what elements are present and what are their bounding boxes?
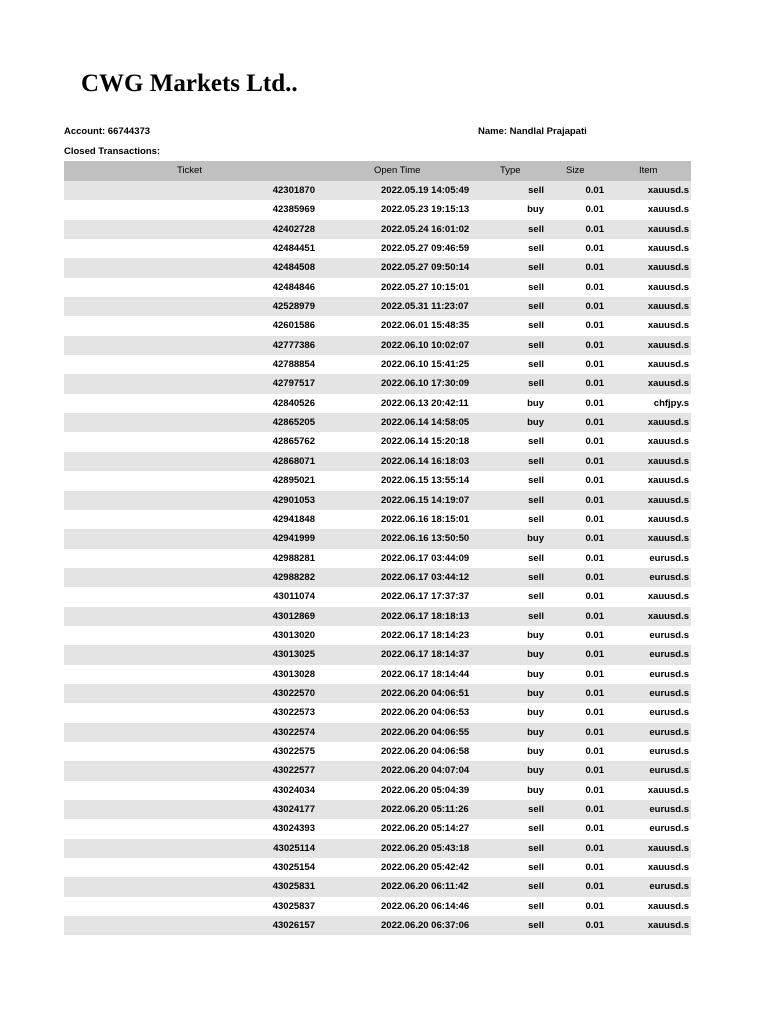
table-row: [64, 665, 691, 684]
type-cell: sell: [528, 436, 544, 448]
open-time-cell: 2022.06.01 15:48:35: [381, 320, 470, 332]
item-cell: xauusd.s: [647, 784, 689, 796]
open-time-cell: 2022.06.10 15:41:25: [381, 359, 470, 371]
size-cell: 0.01: [585, 842, 604, 854]
ticket-cell: 42901053: [272, 494, 315, 506]
ticket-cell: 43013028: [272, 668, 315, 680]
ticket-cell: 43022574: [272, 726, 315, 738]
table-row: [64, 181, 691, 200]
size-cell: 0.01: [585, 668, 604, 680]
section-heading: Closed Transactions:: [64, 146, 161, 157]
ticket-cell: 43022573: [272, 707, 315, 719]
table-row: [64, 355, 691, 374]
type-cell: buy: [527, 649, 544, 661]
size-cell: 0.01: [585, 687, 604, 699]
size-cell: 0.01: [585, 629, 604, 641]
size-cell: 0.01: [585, 784, 604, 796]
table-row: [64, 413, 691, 432]
type-cell: sell: [528, 920, 544, 932]
size-cell: 0.01: [585, 281, 604, 293]
open-time-cell: 2022.06.20 04:06:53: [381, 707, 470, 719]
open-time-cell: 2022.05.23 19:15:13: [381, 204, 470, 216]
table-row: [64, 645, 691, 664]
size-cell: 0.01: [585, 243, 604, 255]
ticket-cell: 43012869: [272, 610, 315, 622]
type-cell: buy: [527, 204, 544, 216]
item-cell: eurusd.s: [649, 765, 689, 777]
ticket-cell: 42840526: [272, 397, 315, 409]
size-cell: 0.01: [585, 881, 604, 893]
size-cell: 0.01: [585, 804, 604, 815]
client-name-label: Name: Nandlal Prajapati: [478, 126, 587, 137]
table-row: [64, 510, 691, 529]
type-cell: sell: [528, 185, 544, 196]
type-cell: buy: [527, 745, 544, 757]
item-cell: eurusd.s: [649, 745, 689, 757]
type-cell: sell: [528, 339, 544, 351]
table-row: [64, 800, 691, 819]
item-cell: eurusd.s: [649, 823, 689, 835]
size-cell: 0.01: [585, 223, 604, 235]
open-time-cell: 2022.06.20 06:37:06: [381, 920, 470, 932]
table-row: [64, 258, 691, 277]
item-cell: xauusd.s: [647, 339, 689, 351]
item-cell: xauusd.s: [647, 262, 689, 274]
open-time-cell: 2022.05.24 16:01:02: [381, 223, 470, 235]
table-row: [64, 858, 691, 877]
item-cell: xauusd.s: [647, 204, 689, 216]
open-time-cell: 2022.05.27 09:46:59: [381, 243, 470, 255]
column-header-ticket: Ticket: [177, 165, 202, 176]
size-cell: 0.01: [585, 359, 604, 371]
type-cell: sell: [528, 281, 544, 293]
item-cell: eurusd.s: [649, 649, 689, 661]
ticket-cell: 42788854: [272, 359, 315, 371]
open-time-cell: 2022.06.17 18:18:13: [381, 610, 470, 622]
ticket-cell: 42988282: [272, 571, 315, 583]
size-cell: 0.01: [585, 378, 604, 390]
item-cell: xauusd.s: [647, 320, 689, 332]
size-cell: 0.01: [585, 862, 604, 874]
type-cell: sell: [528, 223, 544, 235]
type-cell: buy: [527, 707, 544, 719]
open-time-cell: 2022.06.17 18:14:44: [381, 668, 470, 680]
size-cell: 0.01: [585, 204, 604, 216]
item-cell: xauusd.s: [647, 920, 689, 932]
table-row: [64, 916, 691, 935]
ticket-cell: 42484846: [272, 281, 315, 293]
column-header-item: Item: [639, 165, 658, 176]
open-time-cell: 2022.06.20 05:43:18: [381, 842, 470, 854]
table-row: [64, 297, 691, 316]
type-cell: sell: [528, 862, 544, 874]
item-cell: xauusd.s: [647, 455, 689, 467]
open-time-cell: 2022.06.20 05:04:39: [381, 784, 470, 796]
size-cell: 0.01: [585, 610, 604, 622]
open-time-cell: 2022.06.20 04:07:04: [381, 765, 470, 777]
item-cell: eurusd.s: [649, 571, 689, 583]
type-cell: sell: [528, 262, 544, 274]
ticket-cell: 43022570: [272, 687, 315, 699]
size-cell: 0.01: [585, 823, 604, 835]
size-cell: 0.01: [585, 900, 604, 912]
table-row: [64, 703, 691, 722]
size-cell: 0.01: [585, 571, 604, 583]
open-time-cell: 2022.06.16 13:50:50: [381, 533, 470, 545]
ticket-cell: 43025837: [272, 900, 315, 912]
size-cell: 0.01: [585, 475, 604, 487]
column-header-open-time: Open Time: [374, 165, 421, 176]
ticket-cell: 42895021: [272, 475, 315, 487]
ticket-cell: 43026157: [272, 920, 315, 932]
type-cell: sell: [528, 571, 544, 583]
type-cell: buy: [527, 397, 544, 409]
table-row: [64, 897, 691, 916]
size-cell: 0.01: [585, 436, 604, 448]
company-title: CWG Markets Ltd..: [81, 70, 298, 97]
item-cell: xauusd.s: [647, 610, 689, 622]
type-cell: sell: [528, 513, 544, 525]
column-header-size: Size: [566, 165, 585, 176]
ticket-cell: 43025154: [272, 862, 315, 874]
open-time-cell: 2022.05.27 10:15:01: [381, 281, 470, 293]
open-time-cell: 2022.06.14 15:20:18: [381, 436, 470, 448]
table-body: [64, 181, 691, 935]
ticket-cell: 42865762: [272, 436, 315, 448]
type-cell: sell: [528, 359, 544, 371]
table-row: [64, 220, 691, 239]
size-cell: 0.01: [585, 591, 604, 603]
ticket-cell: 42484451: [272, 243, 315, 255]
table-header: [64, 161, 691, 181]
table-row: [64, 761, 691, 780]
item-cell: eurusd.s: [649, 552, 689, 564]
type-cell: buy: [527, 417, 544, 429]
item-cell: xauusd.s: [647, 475, 689, 487]
type-cell: sell: [528, 881, 544, 893]
item-cell: xauusd.s: [647, 494, 689, 506]
size-cell: 0.01: [585, 920, 604, 932]
ticket-cell: 43011074: [273, 591, 315, 603]
size-cell: 0.01: [585, 301, 604, 313]
type-cell: sell: [528, 243, 544, 255]
type-cell: buy: [527, 533, 544, 545]
ticket-cell: 42402728: [272, 223, 315, 235]
item-cell: xauusd.s: [647, 359, 689, 371]
ticket-cell: 42528979: [272, 301, 315, 313]
ticket-cell: 42988281: [272, 552, 315, 564]
open-time-cell: 2022.05.31 11:23:07: [381, 301, 469, 313]
open-time-cell: 2022.06.10 10:02:07: [381, 339, 470, 351]
type-cell: buy: [527, 629, 544, 641]
ticket-cell: 42868071: [272, 455, 315, 467]
open-time-cell: 2022.05.27 09:50:14: [381, 262, 470, 274]
item-cell: xauusd.s: [647, 862, 689, 874]
ticket-cell: 42301870: [272, 185, 315, 196]
type-cell: buy: [527, 668, 544, 680]
open-time-cell: 2022.06.17 18:14:23: [381, 629, 470, 641]
ticket-cell: 43022575: [272, 745, 315, 757]
type-cell: sell: [528, 591, 544, 603]
ticket-cell: 43025114: [273, 842, 315, 854]
table-row: [64, 839, 691, 858]
ticket-cell: 42601586: [272, 320, 315, 332]
table-row: [64, 723, 691, 742]
item-cell: xauusd.s: [647, 436, 689, 448]
account-label: Account: 66744373: [64, 126, 151, 137]
type-cell: sell: [528, 610, 544, 622]
open-time-cell: 2022.06.10 17:30:09: [381, 378, 470, 390]
size-cell: 0.01: [585, 726, 604, 738]
type-cell: sell: [528, 823, 544, 835]
table-row: [64, 819, 691, 838]
open-time-cell: 2022.06.17 18:14:37: [381, 649, 470, 661]
open-time-cell: 2022.06.20 04:06:51: [381, 687, 470, 699]
size-cell: 0.01: [585, 707, 604, 719]
table-row: [64, 684, 691, 703]
ticket-cell: 42777386: [272, 339, 315, 351]
table-row: [64, 742, 691, 761]
size-cell: 0.01: [585, 417, 604, 429]
size-cell: 0.01: [585, 494, 604, 506]
table-row: [64, 200, 691, 219]
open-time-cell: 2022.06.17 17:37:37: [381, 591, 470, 603]
open-time-cell: 2022.06.15 13:55:14: [381, 475, 470, 487]
open-time-cell: 2022.06.15 14:19:07: [381, 494, 470, 506]
table-row: [64, 877, 691, 896]
item-cell: xauusd.s: [647, 842, 689, 854]
type-cell: sell: [528, 455, 544, 467]
item-cell: xauusd.s: [647, 243, 689, 255]
table-row: [64, 452, 691, 471]
type-cell: buy: [527, 726, 544, 738]
type-cell: sell: [528, 900, 544, 912]
open-time-cell: 2022.06.20 05:42:42: [381, 862, 470, 874]
size-cell: 0.01: [585, 649, 604, 661]
table-row: [64, 587, 691, 606]
table-row: [64, 316, 691, 335]
open-time-cell: 2022.06.20 04:06:55: [381, 726, 470, 738]
type-cell: sell: [528, 842, 544, 854]
item-cell: xauusd.s: [647, 591, 689, 603]
open-time-cell: 2022.06.14 16:18:03: [381, 455, 470, 467]
item-cell: xauusd.s: [647, 301, 689, 313]
size-cell: 0.01: [585, 339, 604, 351]
table-row: [64, 491, 691, 510]
item-cell: chfjpy.s: [653, 397, 689, 409]
table-row: [64, 781, 691, 800]
item-cell: eurusd.s: [649, 804, 689, 815]
ticket-cell: 42865205: [272, 417, 315, 429]
open-time-cell: 2022.06.20 04:06:58: [381, 745, 470, 757]
item-cell: eurusd.s: [649, 707, 689, 719]
size-cell: 0.01: [585, 745, 604, 757]
open-time-cell: 2022.06.20 05:11:26: [381, 804, 469, 815]
item-cell: xauusd.s: [647, 185, 689, 196]
open-time-cell: 2022.06.14 14:58:05: [381, 417, 470, 429]
table-row: [64, 394, 691, 413]
ticket-cell: 42941848: [272, 513, 315, 525]
ticket-cell: 42797517: [272, 378, 315, 390]
type-cell: buy: [527, 765, 544, 777]
closed-transactions-table: [64, 161, 691, 935]
item-cell: eurusd.s: [649, 687, 689, 699]
type-cell: sell: [528, 301, 544, 313]
item-cell: xauusd.s: [647, 378, 689, 390]
table-row: [64, 549, 691, 568]
size-cell: 0.01: [585, 185, 604, 196]
table-row: [64, 239, 691, 258]
type-cell: sell: [528, 494, 544, 506]
ticket-cell: 43024177: [272, 804, 315, 815]
ticket-cell: 42941999: [272, 533, 315, 545]
type-cell: sell: [528, 552, 544, 564]
type-cell: sell: [528, 320, 544, 332]
item-cell: xauusd.s: [647, 900, 689, 912]
size-cell: 0.01: [585, 320, 604, 332]
size-cell: 0.01: [585, 552, 604, 564]
item-cell: eurusd.s: [649, 881, 689, 893]
item-cell: xauusd.s: [647, 223, 689, 235]
open-time-cell: 2022.06.20 06:11:42: [381, 881, 469, 893]
size-cell: 0.01: [585, 397, 604, 409]
size-cell: 0.01: [585, 765, 604, 777]
item-cell: xauusd.s: [647, 417, 689, 429]
item-cell: eurusd.s: [649, 726, 689, 738]
ticket-cell: 43024393: [272, 823, 315, 835]
open-time-cell: 2022.06.20 06:14:46: [381, 900, 470, 912]
item-cell: xauusd.s: [647, 513, 689, 525]
table-row: [64, 529, 691, 548]
open-time-cell: 2022.06.13 20:42:11: [381, 397, 469, 409]
ticket-cell: 43024034: [272, 784, 315, 796]
table-row: [64, 432, 691, 451]
table-row: [64, 336, 691, 355]
table-row: [64, 626, 691, 645]
open-time-cell: 2022.06.17 03:44:09: [381, 552, 470, 564]
ticket-cell: 42385969: [272, 204, 315, 216]
item-cell: xauusd.s: [647, 281, 689, 293]
item-cell: eurusd.s: [649, 629, 689, 641]
ticket-cell: 43013025: [272, 649, 315, 661]
table-row: [64, 607, 691, 626]
type-cell: sell: [528, 475, 544, 487]
open-time-cell: 2022.05.19 14:05:49: [381, 185, 470, 196]
column-header-type: Type: [500, 165, 521, 176]
table-row: [64, 374, 691, 393]
open-time-cell: 2022.06.20 05:14:27: [381, 823, 470, 835]
table-row: [64, 278, 691, 297]
type-cell: sell: [528, 378, 544, 390]
ticket-cell: 43013020: [272, 629, 315, 641]
size-cell: 0.01: [585, 262, 604, 274]
type-cell: sell: [528, 804, 544, 815]
table-row: [64, 568, 691, 587]
ticket-cell: 43022577: [272, 765, 315, 777]
type-cell: buy: [527, 784, 544, 796]
type-cell: buy: [527, 687, 544, 699]
size-cell: 0.01: [585, 533, 604, 545]
open-time-cell: 2022.06.17 03:44:12: [381, 571, 470, 583]
size-cell: 0.01: [585, 513, 604, 525]
item-cell: eurusd.s: [649, 668, 689, 680]
item-cell: xauusd.s: [647, 533, 689, 545]
table-row: [64, 471, 691, 490]
ticket-cell: 42484508: [272, 262, 315, 274]
ticket-cell: 43025831: [272, 881, 315, 893]
size-cell: 0.01: [585, 455, 604, 467]
open-time-cell: 2022.06.16 18:15:01: [381, 513, 470, 525]
